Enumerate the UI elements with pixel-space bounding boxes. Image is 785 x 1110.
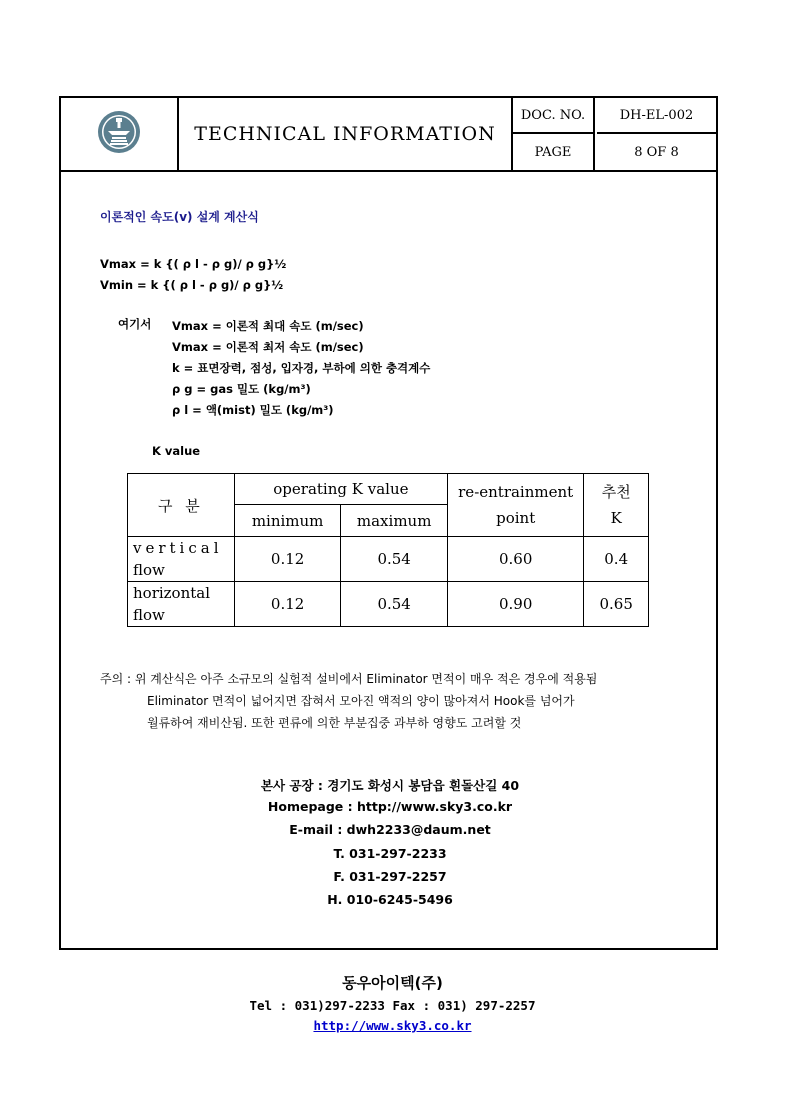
- contact-homepage[interactable]: Homepage : http://www.sky3.co.kr: [267, 799, 513, 814]
- row-name: [128, 537, 235, 582]
- definition-item: Vmax = 이론적 최대 속도 (m/sec): [172, 319, 364, 333]
- where-label: 여기서: [118, 317, 152, 331]
- row-name: [128, 582, 235, 627]
- k-value-label: K value: [152, 444, 201, 458]
- cell-max: 0.54: [341, 582, 448, 627]
- definitions-list: [172, 316, 430, 421]
- footer-tel-fax: Tel : 031)297-2233 Fax : 031) 297-2257: [249, 998, 536, 1013]
- row-name-line1: vertical: [133, 539, 223, 557]
- cell-reentrainment: 0.90: [447, 582, 583, 627]
- cell-reentrainment: 0.60: [447, 537, 583, 582]
- company-emblem-icon: [97, 110, 141, 154]
- cell-recommend: 0.65: [584, 582, 649, 627]
- document-title: TECHNICAL INFORMATION: [179, 98, 513, 170]
- header-recommend: [584, 474, 649, 537]
- cell-recommend: 0.4: [584, 537, 649, 582]
- caution-note: [100, 668, 597, 734]
- document-header: [61, 98, 716, 172]
- header-category: 구 분: [128, 474, 235, 537]
- header-operating: operating K value: [234, 474, 447, 505]
- header-recommend-line2: K: [610, 509, 622, 527]
- page-value: 8 OF 8: [634, 144, 679, 160]
- note-line: Eliminator 면적이 넓어지면 잡혀서 모아진 액적의 양이 많아져서 Hook를 넘어가: [147, 694, 575, 708]
- row-name-line1: horizontal: [133, 584, 211, 602]
- k-value-table: [127, 473, 649, 627]
- logo-cell: [61, 98, 179, 170]
- definition-item: ρ g = gas 밀도 (kg/m³): [172, 382, 311, 396]
- cell-min: 0.12: [234, 537, 341, 582]
- header-min: minimum: [234, 505, 341, 537]
- doc-no-value: DH-EL-002: [597, 98, 716, 134]
- contact-fax: F. 031-297-2257: [333, 869, 447, 884]
- header-recommend-line1: 추천: [601, 483, 631, 501]
- contact-email[interactable]: E-mail : dwh2233@daum.net: [289, 822, 491, 837]
- definition-item: k = 표면장력, 점성, 입자경, 부하에 의한 충격계수: [172, 361, 431, 375]
- note-line: 주의 : 위 계산식은 아주 소규모의 실험적 설비에서 Eliminator 면적이 매우 적은 경우에 적용됨: [100, 672, 598, 686]
- definition-item: ρ l = 액(mist) 밀도 (kg/m³): [172, 403, 334, 417]
- page-label: PAGE: [513, 134, 595, 170]
- header-max: maximum: [341, 505, 448, 537]
- row-name-line2: flow: [133, 561, 165, 579]
- contact-address: 본사 공장 : 경기도 화성시 봉담읍 흰돌산길 40: [260, 778, 520, 793]
- footer-company: 동우아이텍(주): [342, 974, 443, 992]
- table-row: [128, 537, 649, 582]
- contact-tel: T. 031-297-2233: [333, 846, 447, 861]
- doc-no-label: DOC. NO.: [513, 98, 595, 134]
- formula-vmax: Vmax = k {( ρ l - ρ g)/ ρ g}½: [100, 257, 287, 271]
- row-name-line2: flow: [133, 606, 165, 624]
- formula-vmin: Vmin = k {( ρ l - ρ g)/ ρ g}½: [100, 278, 284, 292]
- contact-mobile: H. 010-6245-5496: [327, 892, 453, 907]
- definition-item: Vmax = 이론적 최저 속도 (m/sec): [172, 340, 364, 354]
- cell-max: 0.54: [341, 537, 448, 582]
- note-line: 월류하여 재비산됨. 또한 편류에 의한 부분집중 과부하 영향도 고려할 것: [147, 716, 522, 730]
- table-row: [128, 582, 649, 627]
- section-title: 이론적인 속도(v) 설계 계산식: [100, 210, 259, 224]
- footer-url-link[interactable]: http://www.sky3.co.kr: [313, 1018, 472, 1033]
- cell-min: 0.12: [234, 582, 341, 627]
- header-reentrainment: re-entrainment point: [447, 474, 583, 537]
